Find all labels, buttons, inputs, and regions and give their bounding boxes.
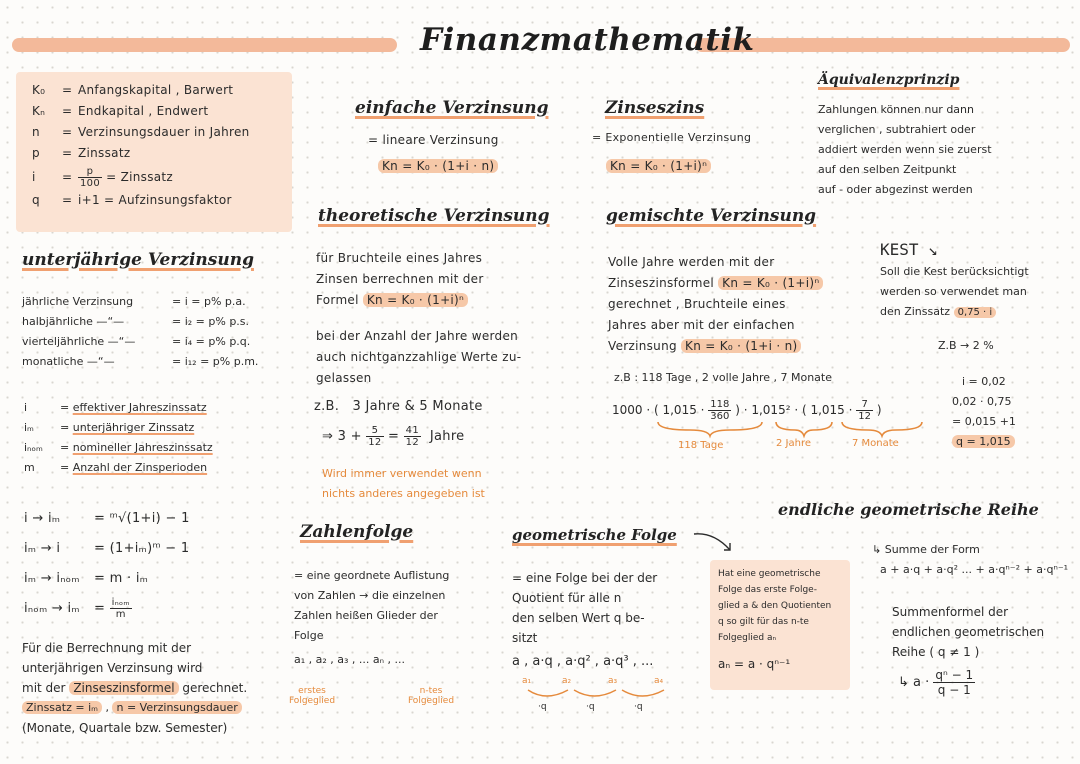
heading-zinseszins: Zinseszins [605, 98, 705, 118]
text-line: auch nichtganzzahlige Werte zu- [316, 350, 522, 364]
kest-result: q = 1,015 [952, 432, 1016, 452]
geometrisch-q-labels: ·q ·q ·q [538, 702, 643, 712]
text-line: auf - oder abgezinst werden [818, 183, 973, 196]
legend-text: Endkapital , Endwert [78, 104, 209, 118]
text-line: ↳ Summe der Form [872, 543, 980, 556]
heading-unterjaehrige-verzinsung: unterjährige Verzinsung [22, 250, 254, 270]
unterjaehrig-conversions [24, 504, 190, 624]
reihe-text [872, 540, 1068, 580]
text-line: von Zahlen → die einzelnen [294, 589, 446, 602]
text-line: Formel Kn = K₀ · (1+i)ⁿ [316, 290, 484, 311]
legend-row [32, 143, 250, 164]
aequivalenz-text [818, 100, 992, 200]
text-line: Zinseszinsformel Kn = K₀ · (1+i)ⁿ [608, 273, 823, 294]
kest-text [880, 262, 1029, 323]
legend-text: Zinssatz [78, 146, 131, 160]
kest-calc [952, 372, 1016, 452]
text-line: bei der Anzahl der Jahre werden [316, 329, 519, 343]
fraction: $\frac{5}{12}$ [368, 425, 382, 448]
zahlenfolge-label: n-tes Folgeglied [407, 686, 455, 706]
legend-eq: = [62, 104, 73, 118]
text-line: Verzinsung Kn = K₀ · (1+i · n) [608, 336, 823, 357]
theoretisch-example: z.B. 3 Jahre & 5 Monate [314, 399, 483, 414]
text-line: Reihe ( q ≠ 1 ) [892, 645, 980, 659]
text-line: gerechnet , Bruchteile eines [608, 297, 786, 311]
text-line: Folge [294, 629, 324, 642]
legend-eq: = [62, 146, 73, 160]
heading-endliche-geometrische-reihe: endliche geometrische Reihe [778, 500, 1039, 519]
fraction: $\frac{p}{100}$ [80, 166, 100, 189]
text-line: mit der Zinseszinsformel gerechnet. [22, 681, 248, 695]
text-line: unterjährigen Verzinsung wird [22, 661, 203, 675]
legend-row [32, 101, 250, 122]
heading-einfache-verzinsung: einfache Verzinsung [355, 98, 549, 118]
unterjaehrig-note [22, 638, 247, 738]
text-line: den Zinssatz 0,75 · i [880, 302, 1029, 323]
theoretisch-text-2 [316, 326, 521, 389]
text-line: Zinssatz = iₘ , n = Verzinsungsdauer [22, 698, 247, 718]
text-line: Zahlen heißen Glieder der [294, 609, 438, 622]
brace-label: 2 Jahre [776, 438, 811, 449]
geometrisch-index: a₁ a₂ a₃ a₄ [522, 676, 664, 686]
heading-zahlenfolge: Zahlenfolge [300, 522, 414, 542]
text-line: Wird immer verwendet wenn [322, 467, 482, 480]
fraction: $\frac{118}{360}$ [710, 399, 730, 422]
def-row: i = effektiver Jahreszinssatz [24, 401, 207, 414]
brace-label: 118 Tage [678, 440, 724, 451]
text-line: glied a & den Quotienten [718, 601, 832, 611]
text-line: Für die Berrechnung mit der [22, 641, 192, 655]
text-line: verglichen , subtrahiert oder [818, 123, 976, 136]
heading-aequivalenzprinzip: Äquivalenzprinzip [818, 72, 960, 88]
heading-kest: KEST ↘ [880, 240, 938, 259]
heading-theoretische-verzinsung: theoretische Verzinsung [318, 206, 550, 226]
legend-eq: = [62, 125, 73, 139]
theoretisch-note [322, 464, 485, 504]
fraction: $\frac{\text{qⁿ − 1}}{q - 1}$ [935, 668, 974, 697]
conv-row: i → iₘ = ᵐ√(1+i) − 1 [24, 511, 190, 526]
legend-text: Verzinsungsdauer in Jahren [78, 125, 250, 139]
zinseszins-formula: Kn = K₀ · (1+i)ⁿ [606, 156, 711, 177]
def-row: iₘ = unterjähriger Zinssatz [24, 421, 195, 434]
legend-row-q: q = i+1 = Aufzinsungsfaktor [32, 190, 250, 211]
text-line: sitzt [512, 631, 538, 645]
page-title: Finanzmathematik [420, 22, 755, 58]
text-line: Volle Jahre werden mit der [608, 255, 775, 269]
text-line: (Monate, Quartale bzw. Semester) [22, 721, 228, 735]
einfach-formula: Kn = K₀ · (1+i · n) [378, 156, 498, 177]
heading-geometrische-folge: geometrische Folge [512, 526, 677, 544]
text-line: q so gilt für das n-te [718, 617, 809, 627]
einfach-desc: = lineare Verzinsung [368, 133, 499, 147]
def-row: iₙₒₘ = nomineller Jahreszinssatz [24, 441, 213, 454]
fraction: $\frac{41}{12}$ [405, 425, 419, 448]
legend-row [32, 122, 250, 143]
gemischt-example: z.B : 118 Tage , 2 volle Jahre , 7 Monate [614, 371, 833, 384]
legend-symbol: n [32, 125, 40, 139]
text-line: a + a·q + a·q² ... + a·qⁿ⁻² + a·qⁿ⁻¹ [880, 563, 1069, 576]
reihe-formula: ↳ a · $\frac{\text{qⁿ − 1}}{q - 1}$ [898, 668, 974, 697]
text-line: = eine geordnete Auflistung [294, 569, 450, 582]
text-line: = 0,015 +1 [952, 415, 1016, 428]
legend-symbol: i [32, 170, 36, 184]
text-line: i = 0,02 [962, 375, 1006, 388]
geometrisch-text [512, 568, 657, 672]
legend-text: Anfangskapital , Barwert [78, 83, 234, 97]
text-line: Zahlungen können nur dann [818, 103, 974, 116]
text-line: nichts anderes angegeben ist [322, 487, 485, 500]
legend [32, 80, 250, 211]
unterjaehrig-defs [24, 398, 213, 478]
text-line: addiert werden wenn sie zuerst [818, 143, 992, 156]
text-line: Jahres aber mit der einfachen [608, 318, 795, 332]
arrow-icon [690, 528, 740, 558]
theoretisch-calc: ⇒ 3 + $\frac{5}{12}$ = $\frac{41}{12}$ Jahre [322, 425, 465, 448]
gemischt-text [608, 252, 823, 357]
text-line: den selben Wert q be- [512, 611, 645, 625]
reihe-text-2 [892, 602, 1044, 662]
unterjaehrig-rates [22, 292, 258, 372]
zahlenfolge-text [294, 566, 449, 670]
geometrisch-box-text [718, 566, 831, 672]
fraction: $\frac{7}{12}$ [858, 399, 871, 422]
zinseszins-desc: = Exponentielle Verzinsung [592, 131, 752, 144]
text-line: Zinsen berrechnen mit der [316, 272, 484, 286]
text-line: Summenformel der [892, 605, 1009, 619]
legend-row-i: i = $\frac{p}{100}$ = Zinssatz [32, 166, 174, 189]
rate-row: vierteljährliche —“— = i₄ = p% p.q. [22, 335, 251, 348]
text-line: für Bruchteile eines Jahres [316, 251, 483, 265]
text-line: auf den selben Zeitpunkt [818, 163, 957, 176]
legend-symbol: p [32, 146, 40, 160]
geometrisch-seq: a , a·q , a·q² , a·q³ , ... [512, 654, 654, 669]
legend-text: = Zinssatz [106, 170, 174, 184]
legend-eq: = [62, 83, 73, 97]
brace-label: 7 Monate [852, 438, 899, 449]
heading-gemischte-verzinsung: gemischte Verzinsung [606, 206, 817, 226]
def-row: m = Anzahl der Zinsperioden [24, 461, 208, 474]
text-line: werden so verwendet man [880, 285, 1027, 298]
rate-row: jährliche Verzinsung = i = p% p.a. [22, 295, 246, 308]
conv-row: iₘ → i = (1+iₘ)ᵐ − 1 [24, 541, 190, 556]
zahlenfolge-seq: a₁ , a₂ , a₃ , ... aₙ , ... [294, 653, 406, 666]
text-line: gelassen [316, 371, 372, 385]
text-line: Folge das erste Folge- [718, 585, 817, 595]
legend-symbol: Kₙ [32, 104, 46, 118]
kest-zb: Z.B → 2 % [938, 339, 994, 352]
theoretisch-text [316, 248, 484, 311]
rate-row: monatliche —“— = i₁₂ = p% p.m. [22, 355, 259, 368]
text-line: 0,02 · 0,75 [952, 395, 1012, 408]
gemischt-calc: 1000 · ( 1,015 · $\frac{118}{360}$ ) · 1,015² · ( 1,015 · $\frac{7}{12}$ ) [612, 399, 882, 422]
text-line: Quotient für alle n [512, 591, 622, 605]
conv-row: iₘ → iₙₒₘ = m · iₘ [24, 571, 149, 586]
legend-text: i+1 = Aufzinsungsfaktor [78, 193, 232, 207]
legend-symbol: K₀ [32, 83, 46, 97]
zahlenfolge-label: erstes Folgeglied [288, 686, 336, 706]
legend-symbol: q [32, 193, 40, 207]
conv-row: iₙₒₘ → iₘ = $\frac{\text{iₙₒₘ}}{m}$ [24, 597, 130, 620]
rate-row: halbjährliche —“— = i₂ = p% p.s. [22, 315, 250, 328]
text-line: = eine Folge bei der der [512, 571, 658, 585]
text-line: endlichen geometrischen [892, 625, 1045, 639]
legend-row [32, 80, 250, 101]
text-line: Soll die Kest berücksichtigt [880, 265, 1029, 278]
geometrisch-box-formula: aₙ = a · qⁿ⁻¹ [718, 657, 791, 671]
fraction: $\frac{\text{iₙₒₘ}}{m}$ [111, 597, 130, 620]
text-line: Folgeglied aₙ [718, 633, 777, 643]
text-line: Hat eine geometrische [718, 569, 821, 579]
title-bar-left [12, 38, 397, 52]
